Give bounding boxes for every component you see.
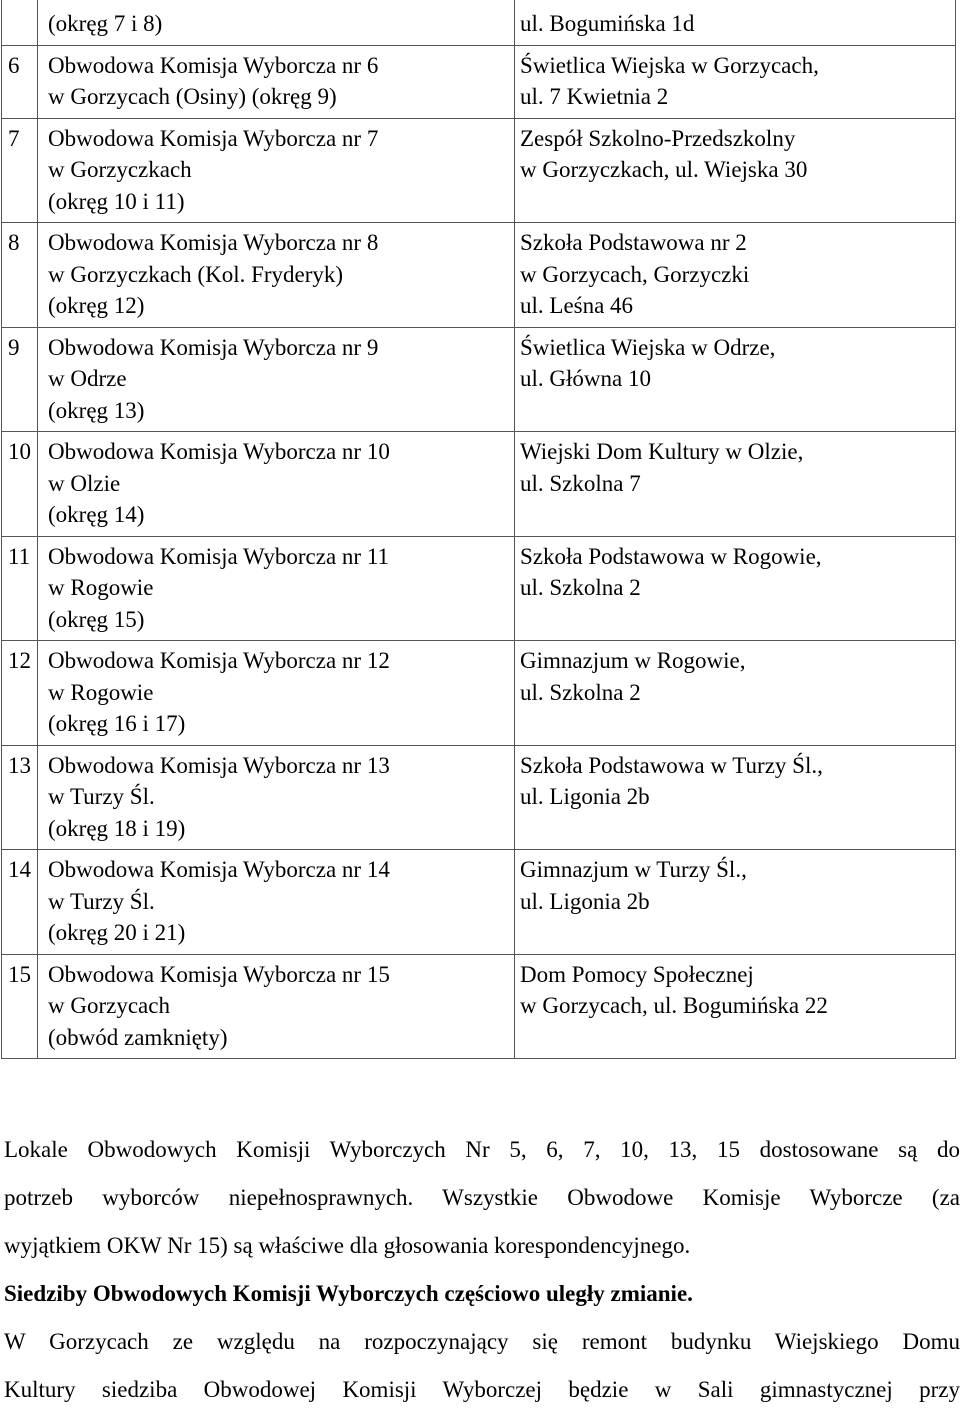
row-number: 8 [2, 223, 38, 328]
notes-line: potrzeb wyborców niepełnosprawnych. Wszystkie Obwodowe Komisje Wyborcze (za [4, 1185, 960, 1210]
location-line: ul. Szkolna 2 [520, 575, 641, 600]
row-number: 9 [2, 327, 38, 432]
table-row [2, 536, 956, 641]
committee-line: w Turzy Śl. [48, 784, 155, 809]
committee-line: w Rogowie [48, 575, 154, 600]
location-line: ul. Główna 10 [520, 366, 651, 391]
committee-line: Obwodowa Komisja Wyborcza nr 10 [48, 439, 390, 464]
notes-line: wyjątkiem OKW Nr 15) są właściwe dla głosowania korespondencyjnego. [4, 1233, 691, 1258]
notes-line: Lokale Obwodowych Komisji Wyborczych Nr 5, 6, 7, 10, 13, 15 dostosowane są do [4, 1137, 960, 1162]
committee-line: (okręg 10 i 11) [48, 188, 185, 214]
committee-line: (okręg 13) [48, 397, 145, 423]
row-number: 10 [2, 432, 38, 537]
notes-line: W Gorzycach ze względu na rozpoczynający się remont budynku Wiejskiego Domu [4, 1329, 960, 1354]
committee-line: (okręg 18 i 19) [48, 815, 186, 841]
table-row [2, 954, 956, 1059]
table-row [2, 118, 956, 223]
committee-cell [38, 45, 515, 118]
row-number [2, 0, 38, 45]
location-line: Dom Pomocy Społecznej [520, 961, 754, 987]
committee-cell [38, 432, 515, 537]
location-cell [515, 432, 956, 537]
committee-line: Obwodowa Komisja Wyborcza nr 13 [48, 752, 390, 778]
location-line: ul. 7 Kwietnia 2 [520, 84, 669, 109]
location-cell [515, 641, 956, 746]
row-number: 14 [2, 850, 38, 955]
location-line: Gimnazjum w Turzy Śl., [520, 857, 747, 882]
table-row [2, 223, 956, 328]
location-cell [515, 45, 956, 118]
table-row [2, 641, 956, 746]
committee-cell [38, 327, 515, 432]
committee-line: w Gorzyczkach (Kol. Fryderyk) [48, 261, 344, 287]
committee-line: w Gorzycach [48, 993, 170, 1018]
committee-line: Obwodowa Komisja Wyborcza nr 9 [48, 334, 379, 360]
committee-line: w Turzy Śl. [48, 888, 155, 914]
committee-line: Obwodowa Komisja Wyborcza nr 15 [48, 961, 390, 987]
committee-cell [38, 850, 515, 955]
location-line: Zespół Szkolno-Przedszkolny [520, 125, 796, 151]
table-row [2, 45, 956, 118]
notes-line: Kultury siedziba Obwodowej Komisji Wyborczej będzie w Sali gimnastycznej przy [4, 1377, 960, 1402]
location-line: Szkoła Podstawowa nr 2 [520, 230, 747, 255]
notes-section [4, 1126, 960, 1414]
location-line: Gimnazjum w Rogowie, [520, 648, 746, 673]
location-line: w Gorzycach, ul. Bogumińska 22 [520, 993, 828, 1018]
committee-line: w Odrze [48, 366, 127, 391]
location-line: ul. Leśna 46 [520, 293, 634, 318]
location-line: Świetlica Wiejska w Odrze, [520, 334, 776, 360]
location-cell [515, 745, 956, 850]
committee-cell [38, 641, 515, 746]
committee-line: w Olzie [48, 470, 121, 496]
location-line: ul. Ligonia 2b [520, 888, 650, 914]
committee-line: (okręg 14) [48, 502, 145, 527]
committee-cell [38, 118, 515, 223]
location-cell [515, 118, 956, 223]
committee-cell [38, 745, 515, 850]
table-row [2, 327, 956, 432]
committee-line: Obwodowa Komisja Wyborcza nr 7 [48, 125, 379, 151]
committee-line: Obwodowa Komisja Wyborcza nr 14 [48, 857, 390, 882]
location-cell [515, 0, 956, 45]
table-row [2, 432, 956, 537]
location-line: Szkoła Podstawowa w Turzy Śl., [520, 752, 823, 778]
notes-bold-line: Siedziby Obwodowych Komisji Wyborczych częściowo uległy zmianie. [4, 1281, 693, 1306]
committee-cell [38, 0, 515, 45]
committee-line: (okręg 7 i 8) [48, 11, 163, 36]
location-cell [515, 327, 956, 432]
location-line: ul. Szkolna 2 [520, 679, 641, 705]
row-number: 15 [2, 954, 38, 1059]
committee-line: (okręg 15) [48, 606, 145, 632]
committee-line: (okręg 20 i 21) [48, 920, 186, 945]
committee-cell [38, 954, 515, 1059]
location-line: ul. Bogumińska 1d [520, 11, 695, 36]
location-line: w Gorzyczkach, ul. Wiejska 30 [520, 157, 808, 182]
location-line: Wiejski Dom Kultury w Olzie, [520, 439, 804, 464]
committee-line: Obwodowa Komisja Wyborcza nr 11 [48, 543, 389, 569]
location-line: Świetlica Wiejska w Gorzycach, [520, 52, 819, 78]
table-row [2, 0, 956, 45]
committee-cell [38, 536, 515, 641]
committee-line: w Rogowie [48, 679, 154, 705]
committee-line: Obwodowa Komisja Wyborcza nr 6 [48, 52, 379, 78]
committee-cell [38, 223, 515, 328]
committee-line: (obwód zamknięty) [48, 1024, 228, 1050]
location-line: ul. Ligonia 2b [520, 784, 650, 809]
committee-line: (okręg 16 i 17) [48, 711, 186, 736]
row-number: 11 [2, 536, 38, 641]
table-row [2, 745, 956, 850]
committees-table-body [2, 0, 956, 1059]
table-row [2, 850, 956, 955]
committee-line: (okręg 12) [48, 293, 145, 318]
location-cell [515, 536, 956, 641]
row-number: 7 [2, 118, 38, 223]
row-number: 6 [2, 45, 38, 118]
location-line: ul. Szkolna 7 [520, 470, 641, 496]
committee-line: Obwodowa Komisja Wyborcza nr 12 [48, 648, 390, 673]
location-cell [515, 850, 956, 955]
location-line: w Gorzycach, Gorzyczki [520, 261, 750, 287]
committee-line: Obwodowa Komisja Wyborcza nr 8 [48, 230, 379, 255]
row-number: 12 [2, 641, 38, 746]
location-cell [515, 954, 956, 1059]
location-line: Szkoła Podstawowa w Rogowie, [520, 543, 822, 569]
location-cell [515, 223, 956, 328]
row-number: 13 [2, 745, 38, 850]
committee-line: w Gorzyczkach [48, 157, 192, 182]
committees-table [1, 0, 956, 1059]
committee-line: w Gorzycach (Osiny) (okręg 9) [48, 84, 337, 109]
